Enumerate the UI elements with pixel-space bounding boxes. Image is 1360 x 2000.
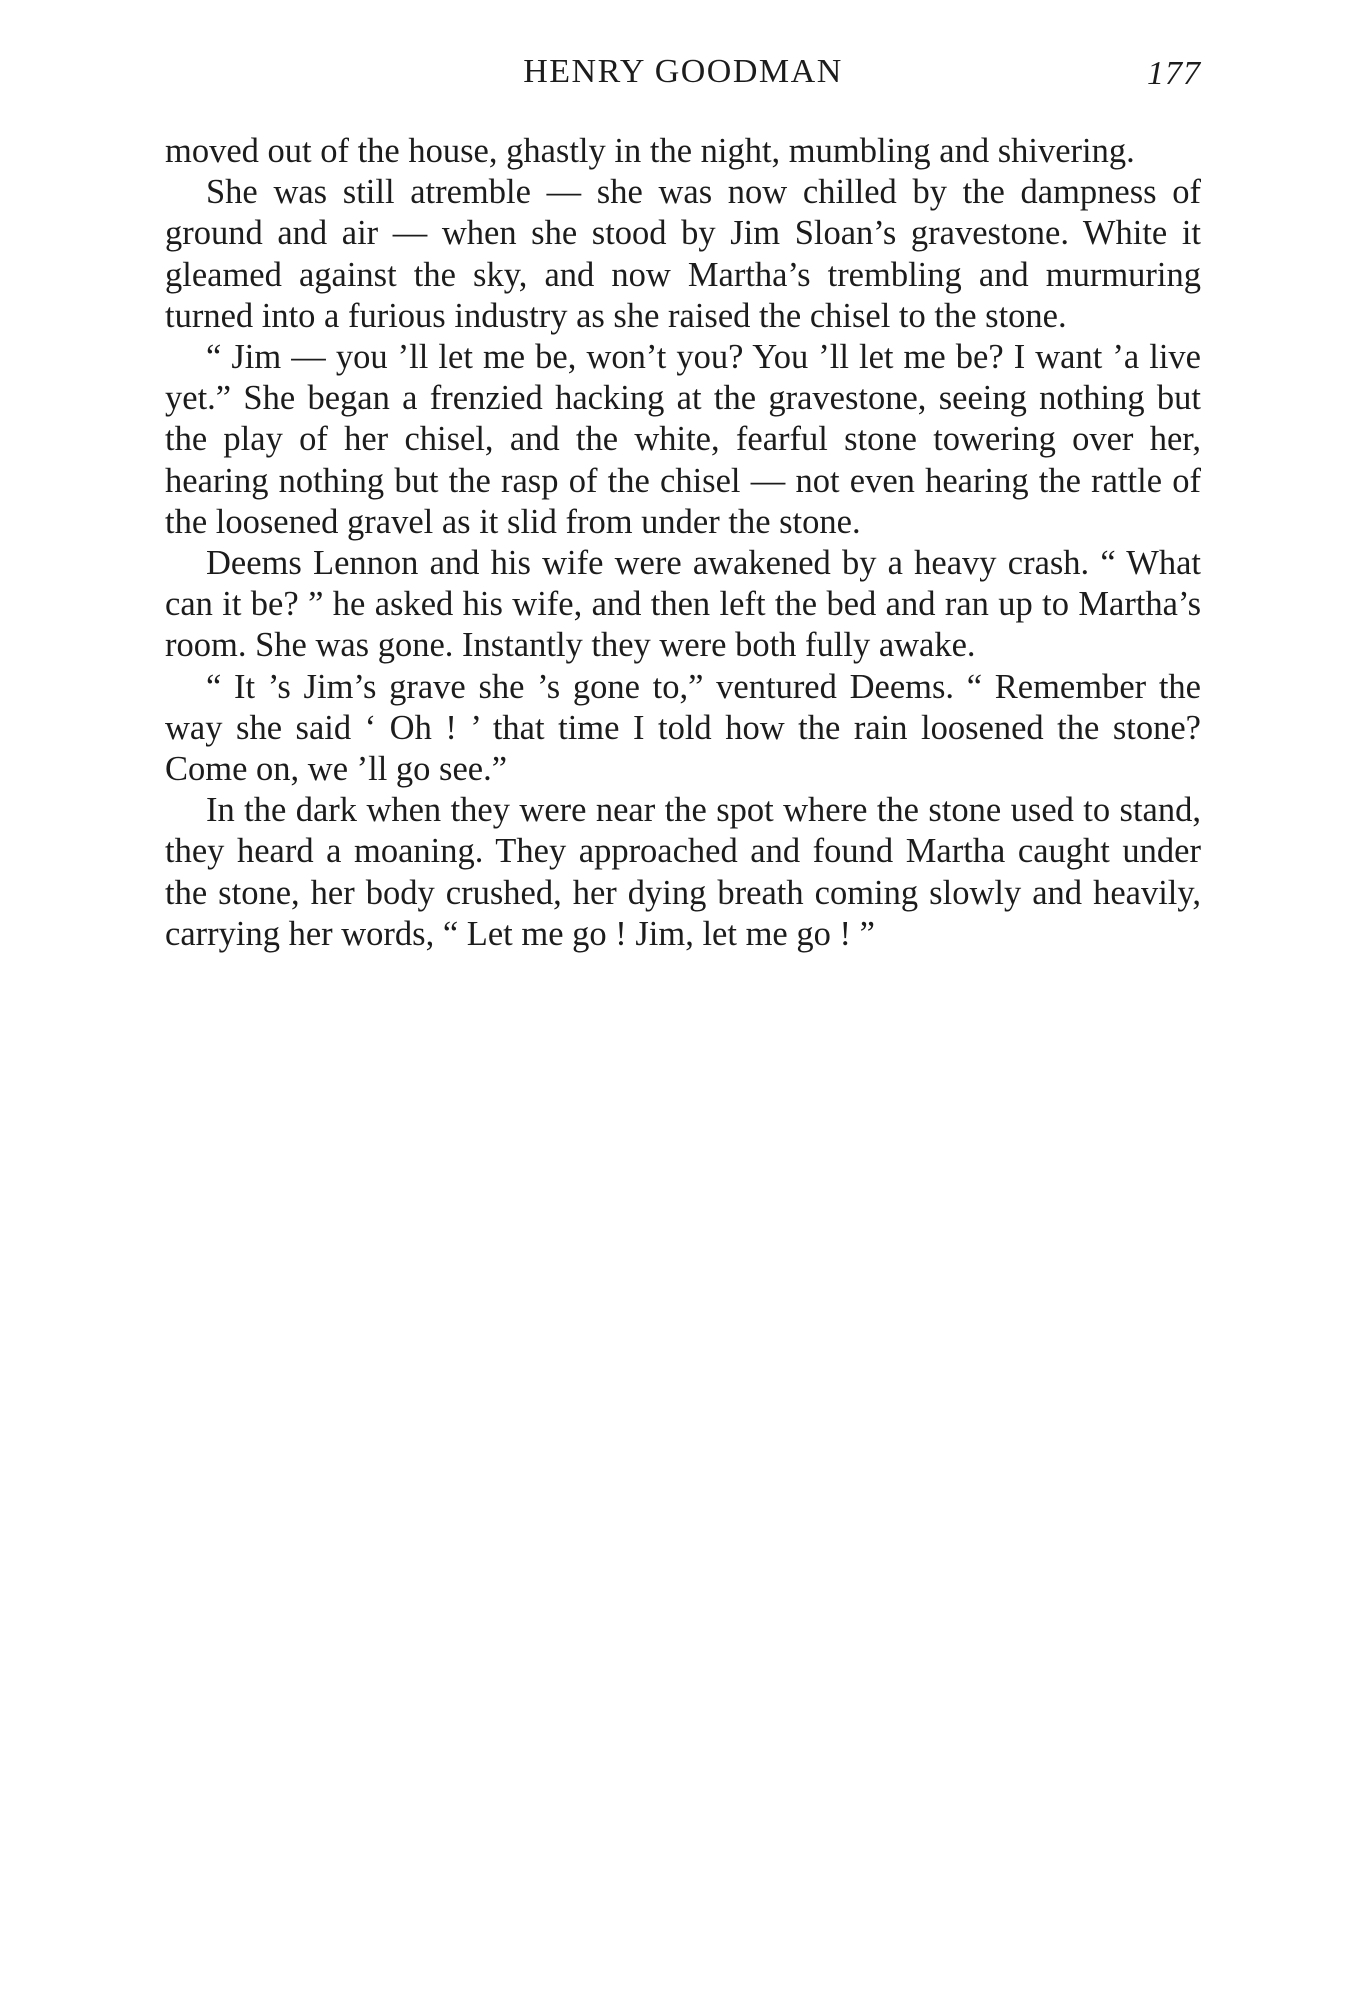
- running-head: [165, 46, 1201, 98]
- page-number: 177: [1147, 55, 1201, 92]
- paragraph: Deems Lennon and his wife were awakened by a heavy crash. “ What can it be? ” he asked his wife, and then left the bed and ran up to Martha’s room. She was gone. Instantly they were both fully awake.: [165, 544, 1201, 665]
- paragraph: In the dark when they were near the spot where the stone used to stand, they heard a moaning. They approached and found Martha caught under the stone, her body crushed, her dying breath coming slowly and heavily, carrying her words, “ Let me go ! Jim, let me go ! ”: [165, 791, 1201, 953]
- paragraph: moved out of the house, ghastly in the night, mumbling and shivering.: [165, 132, 1135, 170]
- body-text: [165, 131, 1201, 955]
- paragraph: She was still atremble — she was now chilled by the dampness of ground and air — when she stood by Jim Sloan’s gravestone. White it gleamed against the sky, and now Martha’s trembling and murmuring turned into a furious industry as she raised the chisel to the stone.: [165, 173, 1201, 335]
- paragraph: “ Jim — you ’ll let me be, won’t you? You ’ll let me be? I want ’a live yet.” She began a frenzied hacking at the gravestone, seeing nothing but the play of her chisel, and the white, fearful stone towering over her, hearing nothing but the rasp of the chisel — not even hearing the rattle of the loosened gravel as it slid from under the stone.: [165, 338, 1201, 541]
- running-title: HENRY GOODMAN: [523, 53, 843, 90]
- paragraph: “ It ’s Jim’s grave she ’s gone to,” ventured Deems. “ Remember the way she said ‘ Oh ! ’ that time I told how the rain loosened the stone? Come on, we ’ll go see.”: [165, 667, 1201, 789]
